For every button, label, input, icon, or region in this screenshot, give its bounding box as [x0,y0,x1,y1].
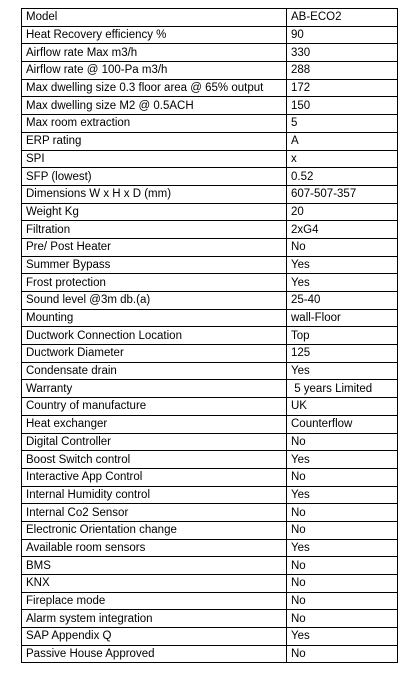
row-label: Max dwelling size 0.3 floor area @ 65% output [22,79,287,97]
table-row [22,398,398,416]
row-label: Condensate drain [22,362,287,380]
table-row [22,115,398,133]
row-value: 150 [287,97,398,115]
row-value: 5 [287,115,398,133]
row-label: Digital Controller [22,433,287,451]
row-label: Heat Recovery efficiency % [22,26,287,44]
spec-table [21,8,398,663]
row-label: SAP Appendix Q [22,628,287,646]
row-value: 20 [287,203,398,221]
row-label: Model [22,9,287,27]
table-row [22,62,398,80]
table-row [22,433,398,451]
table-row [22,345,398,363]
row-value: No [287,521,398,539]
table-row [22,9,398,27]
row-label: Pre/ Post Heater [22,238,287,256]
row-label: BMS [22,557,287,575]
table-row [22,26,398,44]
row-value: 330 [287,44,398,62]
row-value: Yes [287,486,398,504]
row-value: x [287,150,398,168]
row-value: 125 [287,345,398,363]
row-value: Yes [287,451,398,469]
row-label: Dimensions W x H x D (mm) [22,185,287,203]
table-row [22,44,398,62]
row-value: Counterflow [287,415,398,433]
row-label: Electronic Orientation change [22,521,287,539]
row-value: 172 [287,79,398,97]
row-value: No [287,592,398,610]
table-row [22,185,398,203]
row-value: No [287,575,398,593]
row-label: Boost Switch control [22,451,287,469]
row-label: Weight Kg [22,203,287,221]
row-value: 0.52 [287,168,398,186]
table-row [22,292,398,310]
row-label: Warranty [22,380,287,398]
table-row [22,362,398,380]
table-row [22,221,398,239]
row-label: Interactive App Control [22,468,287,486]
row-label: KNX [22,575,287,593]
row-label: SPI [22,150,287,168]
table-row [22,132,398,150]
row-value: 607-507-357 [287,185,398,203]
row-label: Airflow rate Max m3/h [22,44,287,62]
row-value: UK [287,398,398,416]
row-value: 25-40 [287,292,398,310]
table-row [22,415,398,433]
row-label: Internal Humidity control [22,486,287,504]
table-row [22,168,398,186]
table-row [22,97,398,115]
row-value: No [287,557,398,575]
row-label: Max room extraction [22,115,287,133]
table-row [22,150,398,168]
row-value: AB-ECO2 [287,9,398,27]
row-label: Sound level @3m db.(a) [22,292,287,310]
row-label: Alarm system integration [22,610,287,628]
row-value: Yes [287,274,398,292]
table-row [22,203,398,221]
row-value: No [287,238,398,256]
table-row [22,592,398,610]
table-row [22,468,398,486]
row-value: No [287,433,398,451]
row-value: A [287,132,398,150]
row-value: Yes [287,628,398,646]
row-label: Passive House Approved [22,645,287,663]
row-value: No [287,610,398,628]
table-row [22,380,398,398]
table-row [22,79,398,97]
row-label: Max dwelling size M2 @ 0.5ACH [22,97,287,115]
row-label: Country of manufacture [22,398,287,416]
row-label: Internal Co2 Sensor [22,504,287,522]
row-value: No [287,504,398,522]
row-label: Airflow rate @ 100-Pa m3/h [22,62,287,80]
row-label: SFP (lowest) [22,168,287,186]
table-row [22,309,398,327]
spec-table-body [22,9,398,663]
table-row [22,575,398,593]
row-value: wall-Floor [287,309,398,327]
row-value: No [287,645,398,663]
row-label: Summer Bypass [22,256,287,274]
row-label: Available room sensors [22,539,287,557]
table-row [22,486,398,504]
row-label: Ductwork Diameter [22,345,287,363]
row-label: Filtration [22,221,287,239]
row-value: 5 years Limited [287,380,398,398]
table-row [22,504,398,522]
table-row [22,238,398,256]
table-row [22,645,398,663]
row-value: Yes [287,539,398,557]
table-row [22,539,398,557]
row-value: Yes [287,256,398,274]
row-label: Heat exchanger [22,415,287,433]
table-row [22,451,398,469]
row-value: Top [287,327,398,345]
row-label: Fireplace mode [22,592,287,610]
table-row [22,256,398,274]
row-label: ERP rating [22,132,287,150]
row-value: 288 [287,62,398,80]
table-row [22,628,398,646]
table-row [22,557,398,575]
row-value: 2xG4 [287,221,398,239]
row-label: Frost protection [22,274,287,292]
table-row [22,610,398,628]
row-label: Ductwork Connection Location [22,327,287,345]
row-label: Mounting [22,309,287,327]
row-value: No [287,468,398,486]
row-value: Yes [287,362,398,380]
row-value: 90 [287,26,398,44]
table-row [22,327,398,345]
table-row [22,521,398,539]
table-row [22,274,398,292]
